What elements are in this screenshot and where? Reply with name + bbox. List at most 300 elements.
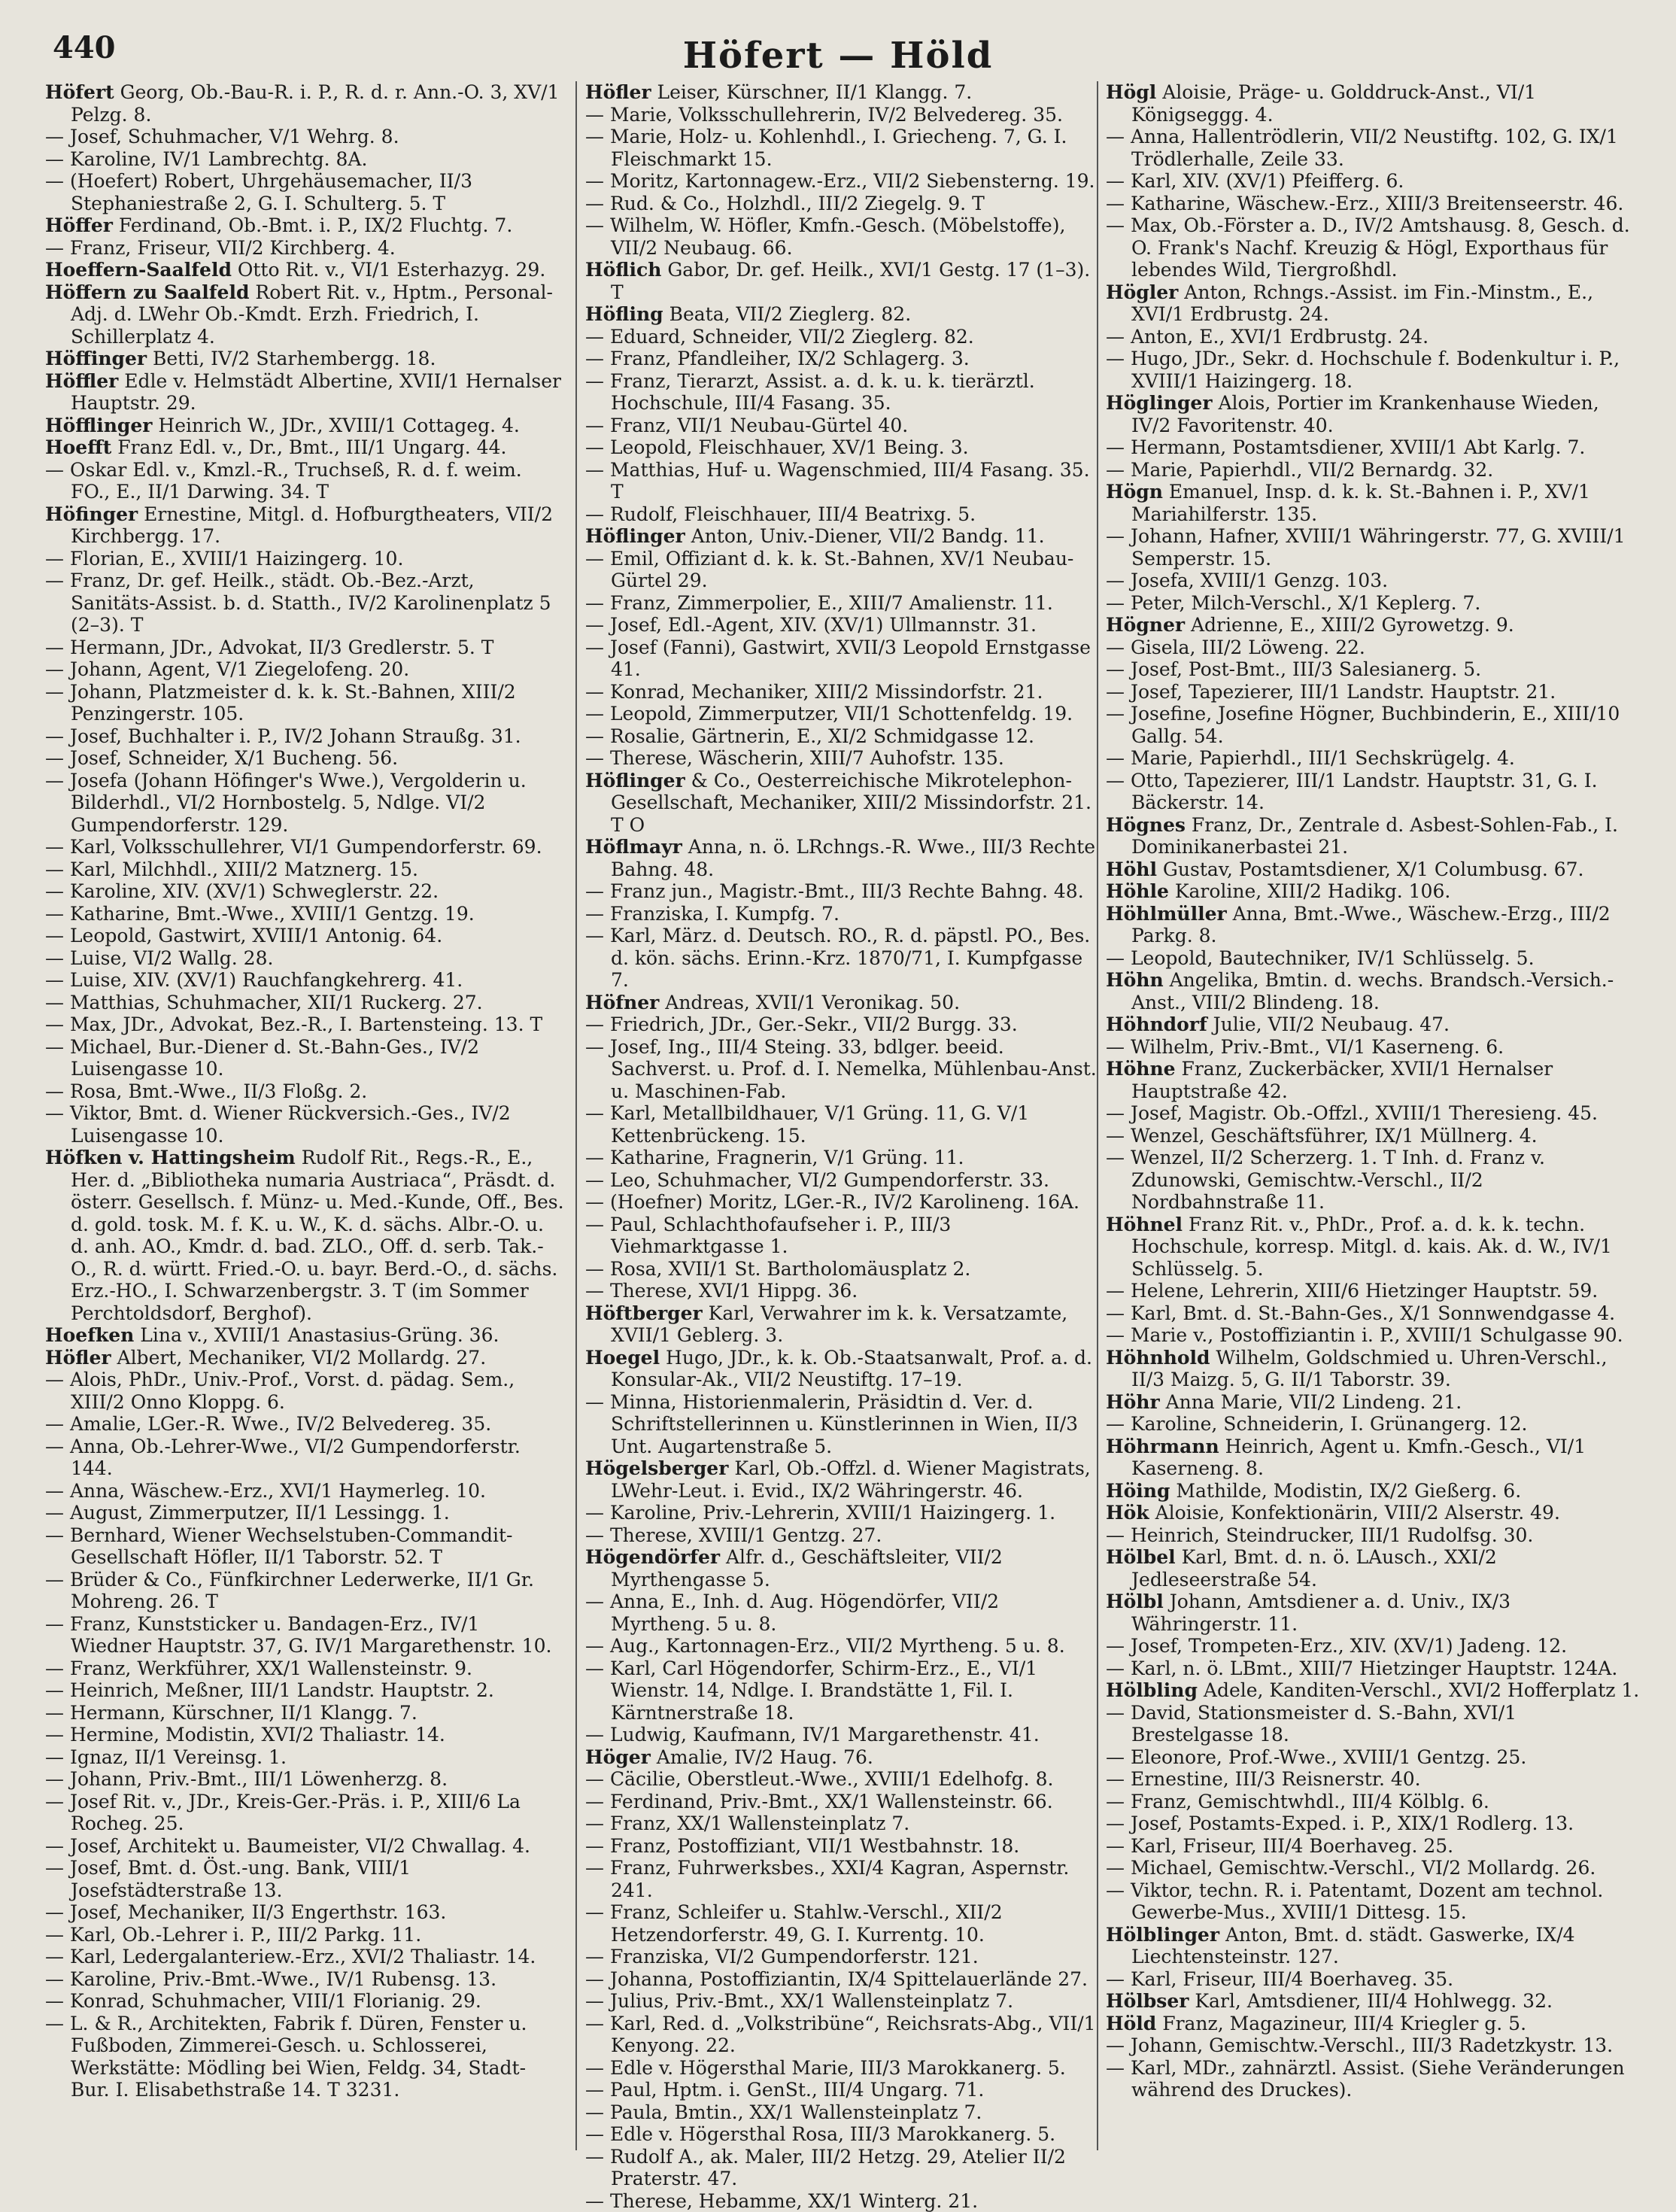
directory-entry xyxy=(585,880,1104,903)
entry-text: — Karl, Red. d. „Volkstribüne“, Reichsrats-Abg., VII/1 Kenyong. 22. xyxy=(585,2013,1096,2057)
entry-text: — Wenzel, II/2 Scherzerg. 1. T Inh. d. Franz v. Zdunowski, Gemischtw.-Verschl., II/2 Nordbahnstraße 11. xyxy=(1106,1147,1545,1213)
directory-entry xyxy=(585,548,1104,592)
directory-entry xyxy=(1106,2057,1641,2101)
entry-text: — Rosalie, Gärtnerin, E., XI/2 Schmidgasse 12. xyxy=(585,725,1034,747)
entry-text: — Josef, Architekt u. Baumeister, VI/2 Chwallag. 4. xyxy=(45,1835,530,1857)
entry-text: — Therese, XVI/1 Hippg. 36. xyxy=(585,1280,858,1302)
entry-surname: Hölbel xyxy=(1106,1546,1176,1568)
entry-surname: Höhrmann xyxy=(1106,1436,1219,1457)
entry-text: — Josefa, XVIII/1 Genzg. 103. xyxy=(1106,570,1388,591)
entry-text: — Therese, Hebamme, XX/1 Winterg. 21. xyxy=(585,2190,978,2212)
directory-entry xyxy=(45,1102,564,1147)
entry-text: Franz Rit. v., PhDr., Prof. a. d. k. k. techn. Hochschule, korresp. Mitgl. d. kais. Ak. d. W., IV/1 Schlüsselg. 5. xyxy=(1131,1214,1612,1280)
entry-text: Adele, Kanditen-Verschl., XVI/2 Hofferplatz 1. xyxy=(1198,1679,1639,1701)
directory-entry xyxy=(585,2101,1104,2124)
entry-text: — Karl, Friseur, III/4 Boerhaveg. 35. xyxy=(1106,1968,1453,1990)
entry-surname: Höhr xyxy=(1106,1391,1160,1413)
entry-text: — Karl, Bmt. d. St.-Bahn-Ges., X/1 Sonnwendgasse 4. xyxy=(1106,1302,1615,1324)
entry-surname: Höld xyxy=(1106,2013,1156,2034)
entry-text: — Konrad, Schuhmacher, VIII/1 Florianig. 29. xyxy=(45,1990,481,2012)
entry-text: — Brüder & Co., Fünfkirchner Lederwerke, II/1 Gr. Mohreng. 26. T xyxy=(45,1569,534,1613)
entry-surname: Höfler xyxy=(585,81,651,103)
entry-text: — Leopold, Bautechniker, IV/1 Schlüsselg. 5. xyxy=(1106,947,1535,969)
entry-surname: Höhl xyxy=(1106,858,1157,880)
entry-surname: Höger xyxy=(585,1746,651,1768)
entry-text: — Franz jun., Magistr.-Bmt., III/3 Rechte Bahng. 48. xyxy=(585,880,1084,902)
entry-surname: Höflmayr xyxy=(585,836,682,858)
directory-entry xyxy=(45,259,564,281)
entry-surname: Höglinger xyxy=(1106,392,1213,414)
entry-text: — Eduard, Schneider, VII/2 Zieglerg. 82. xyxy=(585,326,974,348)
directory-entry xyxy=(45,1613,564,1657)
entry-text: — Minna, Historienmalerin, Präsidtin d. Ver. d. Schriftstellerinnen u. Künstlerinnen in Wien, II/3 Unt. Augartenstraße 5. xyxy=(585,1391,1078,1457)
directory-entry xyxy=(45,1746,564,1769)
entry-text: — Katharine, Bmt.-Wwe., XVIII/1 Gentzg. 19. xyxy=(45,903,475,925)
entry-text: — Rudolf, Fleischhauer, III/4 Beatrixg. 5. xyxy=(585,503,976,525)
entry-text: Angelika, Bmtin. d. wechs. Brandsch.-Versich.-Anst., VIII/2 Blindeng. 18. xyxy=(1131,969,1614,1013)
directory-entry xyxy=(585,1657,1104,1724)
entry-text: Ferdinand, Ob.-Bmt. i. P., IX/2 Fluchtg. 7. xyxy=(113,214,512,236)
entry-surname: Högendörfer xyxy=(585,1546,720,1568)
directory-entry xyxy=(45,214,564,237)
directory-entry xyxy=(585,992,1104,1014)
directory-entry xyxy=(585,503,1104,526)
entry-text: — Oskar Edl. v., Kmzl.-R., Truchseß, R. d. f. weim. FO., E., II/1 Darwing. 34. T xyxy=(45,459,522,503)
entry-text: — Johann, Platzmeister d. k. k. St.-Bahnen, XIII/2 Penzingerstr. 105. xyxy=(45,681,516,725)
directory-entry xyxy=(1106,81,1641,126)
entry-surname: Hölblinger xyxy=(1106,1924,1219,1946)
entry-text: Anton, Univ.-Diener, VII/2 Bandg. 11. xyxy=(685,525,1045,547)
entry-text: — Karl, Ledergalanteriew.-Erz., XVI/2 Thaliastr. 14. xyxy=(45,1946,536,1967)
directory-entry xyxy=(585,81,1104,104)
entry-surname: Höfner xyxy=(585,992,659,1013)
entry-text: — Karoline, Schneiderin, I. Grünangerg. 12. xyxy=(1106,1413,1527,1435)
directory-entry xyxy=(1106,570,1641,592)
entry-text: Rudolf Rit., Regs.-R., E., Her. d. „Bibliotheka numaria Austriaca“, Präsdt. d. österr. Gesellsch. f. Münz- u. Med.-Kunde, Off., Bes. d. gold. tosk. M. f. K. u. W., K. d. sächs. Albr.-O. u. d. anh. AO., Kmdr. d. bad. ZLO., Off. d. serb. Tak.-O., R. d. württ. Fried.-O. u. bayr. Berd.-O., d. sächs. Erz.-HO., I. Schwarzenbergstr. 3. T (im Sommer Perchtoldsdorf, Berghof). xyxy=(71,1147,564,1324)
directory-entry xyxy=(45,880,564,903)
entry-text: — Marie, Volksschullehrerin, IV/2 Belvedereg. 35. xyxy=(585,104,1063,126)
entry-text: — L. & R., Architekten, Fabrik f. Düren, Fenster u. Fußboden, Zimmerei-Gesch. u. Schlosserei, Werkstätte: Mödling bei Wien, Feldg. 34, Stadt-Bur. I. Elisabethstraße 14. T 3231. xyxy=(45,2013,527,2101)
entry-text: — Ignaz, II/1 Vereinsg. 1. xyxy=(45,1746,287,1768)
directory-entry xyxy=(1106,1436,1641,1480)
directory-entry xyxy=(45,126,564,148)
entry-text: Alfr. d., Geschäftsleiter, VII/2 Myrthengasse 5. xyxy=(611,1546,1003,1591)
page-number: 440 xyxy=(53,30,116,65)
entry-surname: Hoeffern-Saalfeld xyxy=(45,259,232,281)
directory-entry xyxy=(585,1391,1104,1458)
directory-entry xyxy=(585,1013,1104,1036)
entry-surname: Höhle xyxy=(1106,880,1169,902)
directory-entry xyxy=(585,1502,1104,1524)
entry-text: — Therese, Wäscherin, XIII/7 Auhofstr. 135. xyxy=(585,747,1004,769)
directory-entry xyxy=(585,525,1104,548)
entry-text: — Alois, PhDr., Univ.-Prof., Vorst. d. pädag. Sem., XIII/2 Onno Kloppg. 6. xyxy=(45,1369,515,1413)
entry-surname: Hölbling xyxy=(1106,1679,1198,1701)
entry-text: — Josefine, Josefine Högner, Buchbinderin, E., XIII/10 Gallg. 54. xyxy=(1106,703,1620,747)
entry-text: — Josef, Tapezierer, III/1 Landstr. Hauptstr. 21. xyxy=(1106,681,1556,703)
column-left xyxy=(45,81,564,2152)
entry-text: Hugo, JDr., k. k. Ob.-Staatsanwalt, Prof. a. d. Konsular-Ak., VII/2 Neustiftg. 17–19. xyxy=(611,1347,1092,1391)
entry-text: — Michael, Bur.-Diener d. St.-Bahn-Ges., IV/2 Luisengasse 10. xyxy=(45,1036,479,1080)
directory-entry xyxy=(585,1036,1104,1103)
directory-entry xyxy=(585,770,1104,837)
directory-entry xyxy=(1106,1524,1641,1547)
entry-surname: Höftberger xyxy=(585,1302,703,1324)
entry-surname: Hölbl xyxy=(1106,1591,1164,1612)
directory-entry xyxy=(1106,1990,1641,2013)
directory-entry xyxy=(1106,814,1641,858)
directory-entry xyxy=(585,459,1104,503)
entry-text: — Johann, Agent, V/1 Ziegelofeng. 20. xyxy=(45,658,409,680)
entry-surname: Höffer xyxy=(45,214,113,236)
directory-entry xyxy=(585,614,1104,637)
entry-surname: Höffinger xyxy=(45,348,147,369)
directory-entry xyxy=(585,2079,1104,2101)
entry-text: — Josef, Edl.-Agent, XIV. (XV/1) Ullmannstr. 31. xyxy=(585,614,1037,636)
directory-entry xyxy=(1106,214,1641,281)
entry-text: — Heinrich, Steindrucker, III/1 Rudolfsg. 30. xyxy=(1106,1524,1533,1546)
entry-text: — Hermann, JDr., Advokat, II/3 Gredlerstr. 5. T xyxy=(45,637,493,658)
entry-text: — Franz, Friseur, VII/2 Kirchberg. 4. xyxy=(45,237,396,259)
entry-text: Lina v., XVIII/1 Anastasius-Grüng. 36. xyxy=(134,1324,499,1346)
entry-text: — Franz, XX/1 Wallensteinplatz 7. xyxy=(585,1812,909,1834)
directory-entry xyxy=(45,637,564,659)
directory-entry xyxy=(585,1258,1104,1281)
directory-entry xyxy=(1106,1324,1641,1347)
entry-text: — Franz, Postoffiziant, VII/1 Westbahnstr. 18. xyxy=(585,1835,1019,1857)
entry-surname: Höfert xyxy=(45,81,114,103)
entry-surname: Hoefft xyxy=(45,436,111,458)
directory-entry xyxy=(45,1768,564,1791)
entry-text: — Ernestine, III/3 Reisnerstr. 40. xyxy=(1106,1768,1421,1790)
entry-surname: Högelsberger xyxy=(585,1457,728,1479)
directory-entry xyxy=(1106,326,1641,348)
entry-text: — Aug., Kartonnagen-Erz., VII/2 Myrtheng. 5 u. 8. xyxy=(585,1635,1065,1657)
directory-entry xyxy=(585,681,1104,703)
directory-entry xyxy=(45,1369,564,1413)
directory-entry xyxy=(1106,459,1641,482)
entry-text: — Anna, E., Inh. d. Aug. Högendörfer, VII/2 Myrtheng. 5 u. 8. xyxy=(585,1591,999,1635)
directory-entry xyxy=(45,415,564,437)
entry-surname: Hök xyxy=(1106,1502,1149,1524)
directory-entry xyxy=(585,1302,1104,1347)
directory-entry xyxy=(585,1857,1104,1901)
entry-text: — Max, JDr., Advokat, Bez.-R., I. Bartensteing. 13. T xyxy=(45,1013,542,1035)
directory-entry xyxy=(45,1702,564,1724)
entry-text: — Hermine, Modistin, XVI/2 Thaliastr. 14. xyxy=(45,1724,445,1746)
column-right xyxy=(1106,81,1641,2152)
directory-entry xyxy=(45,548,564,570)
directory-entry xyxy=(45,1679,564,1702)
entry-text: Robert Rit. v., Hptm., Personal-Adj. d. LWehr Ob.-Kmdt. Erzh. Friedrich, I. Schillerplatz 4. xyxy=(71,281,553,348)
entry-text: — Josef (Fanni), Gastwirt, XVII/3 Leopold Ernstgasse 41. xyxy=(585,637,1091,681)
entry-surname: Höfflinger xyxy=(45,415,152,436)
directory-entry xyxy=(1106,1791,1641,1813)
directory-entry xyxy=(1106,193,1641,215)
column-middle xyxy=(585,81,1104,2152)
entry-text: — Cäcilie, Oberstleut.-Wwe., XVIII/1 Edelhofg. 8. xyxy=(585,1768,1053,1790)
directory-entry xyxy=(1106,903,1641,947)
entry-text: — Rosa, Bmt.-Wwe., II/3 Floßg. 2. xyxy=(45,1080,367,1102)
entry-text: — Amalie, LGer.-R. Wwe., IV/2 Belvedereg. 35. xyxy=(45,1413,491,1435)
directory-entry xyxy=(1106,1857,1641,1879)
entry-text: — Ludwig, Kaufmann, IV/1 Margarethenstr. 41. xyxy=(585,1724,1040,1746)
entry-text: Heinrich, Agent u. Kmfn.-Gesch., VI/1 Kaserneng. 8. xyxy=(1131,1436,1586,1480)
directory-entry xyxy=(1106,969,1641,1013)
entry-text: Franz, Dr., Zentrale d. Asbest-Sohlen-Fab., I. Dominikanerbastei 21. xyxy=(1131,814,1618,858)
entry-text: & Co., Oesterreichische Mikrotelephon-Gesellschaft, Mechaniker, XIII/2 Missindorfstr. 21. T O xyxy=(611,770,1092,836)
directory-entry xyxy=(1106,392,1641,436)
directory-entry xyxy=(585,1946,1104,1968)
directory-entry xyxy=(45,1080,564,1103)
directory-entry xyxy=(45,1968,564,1991)
entry-text: — Karl, Ob.-Lehrer i. P., III/2 Parkg. 11. xyxy=(45,1924,421,1946)
entry-text: — Johann, Gemischtw.-Verschl., III/3 Radetzkystr. 13. xyxy=(1106,2034,1613,2056)
entry-text: — Wenzel, Geschäftsführer, IX/1 Müllnerg. 4. xyxy=(1106,1125,1538,1147)
entry-surname: Höhn xyxy=(1106,969,1164,991)
directory-entry xyxy=(585,1990,1104,2013)
directory-entry xyxy=(45,370,564,415)
entry-text: — August, Zimmerputzer, II/1 Lessingg. 1. xyxy=(45,1502,450,1524)
entry-text: — Leopold, Gastwirt, XVIII/1 Antonig. 64. xyxy=(45,925,442,946)
directory-entry xyxy=(45,1524,564,1569)
directory-entry xyxy=(1106,1013,1641,1036)
directory-entry xyxy=(585,1591,1104,1635)
entry-text: — Matthias, Huf- u. Wagenschmied, III/4 Fasang. 35. T xyxy=(585,459,1090,503)
entry-text: Beata, VII/2 Zieglerg. 82. xyxy=(663,303,912,325)
directory-entry xyxy=(1106,2013,1641,2035)
entry-text: — Josef, Bmt. d. Öst.-ung. Bank, VIII/1 Josefstädterstraße 13. xyxy=(45,1857,411,1901)
directory-entry xyxy=(1106,436,1641,459)
entry-text: Aloisie, Präge- u. Golddruck-Anst., VI/1 Königseggg. 4. xyxy=(1131,81,1536,126)
entry-text: Aloisie, Konfektionärin, VIII/2 Alserstr. 49. xyxy=(1149,1502,1560,1524)
directory-entry xyxy=(1106,1036,1641,1059)
directory-entry xyxy=(45,348,564,370)
directory-entry xyxy=(1106,1635,1641,1657)
entry-text: Betti, IV/2 Starhembergg. 18. xyxy=(147,348,436,369)
entry-text: Gustav, Postamtsdiener, X/1 Columbusg. 67. xyxy=(1157,858,1584,880)
entry-text: Amalie, IV/2 Haug. 76. xyxy=(651,1746,873,1768)
entry-text: — Franz, Kunststicker u. Bandagen-Erz., IV/1 Wiedner Hauptstr. 37, G. IV/1 Margarethenstr. 10. xyxy=(45,1613,551,1657)
entry-text: Anton, Rchngs.-Assist. im Fin.-Minstm., E., XVI/1 Erdbrustg. 24. xyxy=(1131,281,1593,326)
entry-text: — Paul, Hptm. i. GenSt., III/4 Ungarg. 71. xyxy=(585,2079,984,2101)
entry-text: Adrienne, E., XIII/2 Gyrowetzg. 9. xyxy=(1185,614,1514,636)
entry-text: — Franz, Pfandleiher, IX/2 Schlagerg. 3. xyxy=(585,348,970,369)
directory-entry xyxy=(45,459,564,503)
directory-entry xyxy=(45,858,564,881)
entry-text: — Leopold, Zimmerputzer, VII/1 Schottenfeldg. 19. xyxy=(585,703,1073,725)
directory-entry xyxy=(585,259,1104,303)
directory-entry xyxy=(585,436,1104,459)
entry-text: Edle v. Helmstädt Albertine, XVII/1 Hernalser Hauptstr. 29. xyxy=(71,370,561,415)
directory-entry xyxy=(585,1280,1104,1302)
entry-text: — Rud. & Co., Holzhdl., III/2 Ziegelg. 9. T xyxy=(585,193,985,214)
directory-entry xyxy=(1106,1480,1641,1503)
directory-entry xyxy=(45,570,564,637)
directory-entry xyxy=(585,1169,1104,1192)
directory-entry xyxy=(45,1413,564,1436)
entry-surname: Högn xyxy=(1106,481,1163,503)
directory-entry xyxy=(1106,1502,1641,1524)
directory-entry xyxy=(1106,348,1641,392)
directory-entry xyxy=(1106,658,1641,681)
entry-text: — Josef, Buchhalter i. P., IV/2 Johann Straußg. 31. xyxy=(45,725,521,747)
entry-text: — Josef, Postamts-Exped. i. P., XIX/1 Rodlerg. 13. xyxy=(1106,1812,1574,1834)
entry-text: — Hugo, JDr., Sekr. d. Hochschule f. Bodenkultur i. P., XVIII/1 Haizingerg. 18. xyxy=(1106,348,1620,392)
directory-entry xyxy=(1106,1214,1641,1281)
directory-entry xyxy=(585,903,1104,925)
entry-text: Andreas, XVII/1 Veronikag. 50. xyxy=(659,992,960,1013)
entry-text: — Karoline, XIV. (XV/1) Schweglerstr. 22. xyxy=(45,880,439,902)
entry-text: — Karoline, IV/1 Lambrechtg. 8A. xyxy=(45,148,367,170)
entry-text: — Paul, Schlachthofaufseher i. P., III/3 Viehmarktgasse 1. xyxy=(585,1214,951,1258)
directory-entry xyxy=(1106,1968,1641,1991)
directory-entry xyxy=(585,1524,1104,1547)
directory-entry xyxy=(585,1968,1104,1991)
entry-text: — Viktor, Bmt. d. Wiener Rückversich.-Ges., IV/2 Luisengasse 10. xyxy=(45,1102,511,1147)
entry-text: — Anton, E., XVI/1 Erdbrustg. 24. xyxy=(1106,326,1429,348)
directory-entry xyxy=(585,925,1104,992)
directory-entry xyxy=(1106,1058,1641,1102)
entry-text: — Karl, Metallbildhauer, V/1 Grüng. 11, G. V/1 Kettenbrückeng. 15. xyxy=(585,1102,1029,1147)
entry-text: — Eleonore, Prof.-Wwe., XVIII/1 Gentzg. 25. xyxy=(1106,1746,1526,1768)
directory-entry xyxy=(585,2123,1104,2146)
directory-entry xyxy=(45,1147,564,1324)
entry-text: — Marie v., Postoffiziantin i. P., XVIII/1 Schulgasse 90. xyxy=(1106,1324,1623,1346)
entry-text: Georg, Ob.-Bau-R. i. P., R. d. r. Ann.-O. 3, XV/1 Pelzg. 8. xyxy=(71,81,559,126)
entry-text: — Johann, Priv.-Bmt., III/1 Löwenherzg. 8. xyxy=(45,1768,448,1790)
directory-entry xyxy=(45,436,564,459)
directory-entry xyxy=(585,592,1104,615)
directory-entry xyxy=(1106,126,1641,170)
directory-entry xyxy=(1106,703,1641,747)
entry-text: — Franz, Fuhrwerksbes., XXI/4 Kagran, Aspernstr. 241. xyxy=(585,1857,1069,1901)
directory-entry xyxy=(45,81,564,126)
directory-entry xyxy=(585,1457,1104,1502)
directory-entry xyxy=(585,1835,1104,1858)
directory-entry xyxy=(45,903,564,925)
entry-text: — Helene, Lehrerin, XIII/6 Hietzinger Hauptstr. 59. xyxy=(1106,1280,1598,1302)
entry-text: Karl, Amtsdiener, III/4 Hohlwegg. 32. xyxy=(1189,1990,1553,2012)
directory-entry xyxy=(45,1324,564,1347)
directory-entry xyxy=(585,2057,1104,2080)
entry-text: — Friedrich, JDr., Ger.-Sekr., VII/2 Burgg. 33. xyxy=(585,1013,1018,1035)
entry-text: — Gisela, III/2 Löweng. 22. xyxy=(1106,637,1365,658)
directory-entry xyxy=(45,1657,564,1680)
directory-entry xyxy=(585,1147,1104,1169)
entry-text: Heinrich W., JDr., XVIII/1 Cottageg. 4. xyxy=(152,415,519,436)
entry-surname: Höflinger xyxy=(585,770,685,792)
entry-text: — Heinrich, Meßner, III/1 Landstr. Hauptstr. 2. xyxy=(45,1679,494,1701)
directory-entry xyxy=(45,1502,564,1524)
entry-text: — Rudolf A., ak. Maler, III/2 Hetzg. 29, Atelier II/2 Praterstr. 47. xyxy=(585,2146,1066,2190)
directory-entry xyxy=(585,214,1104,259)
entry-text: — Marie, Holz- u. Kohlenhdl., I. Griecheng. 7, G. I. Fleischmarkt 15. xyxy=(585,126,1067,170)
directory-entry xyxy=(45,1990,564,2013)
directory-entry xyxy=(45,281,564,348)
directory-entry xyxy=(45,969,564,992)
entry-text: — Peter, Milch-Verschl., X/1 Keplerg. 7. xyxy=(1106,592,1480,614)
directory-entry xyxy=(45,725,564,748)
entry-text: — Anna, Hallentrödlerin, VII/2 Neustiftg. 102, G. IX/1 Trödlerhalle, Zeile 33. xyxy=(1106,126,1618,170)
directory-entry xyxy=(45,503,564,548)
entry-text: — Franz, Zimmerpolier, E., XIII/7 Amalienstr. 11. xyxy=(585,592,1053,614)
entry-text: — Franziska, I. Kumpfg. 7. xyxy=(585,903,840,925)
directory-entry xyxy=(1106,1591,1641,1635)
entry-text: — Ferdinand, Priv.-Bmt., XX/1 Wallensteinstr. 66. xyxy=(585,1791,1053,1812)
directory-entry xyxy=(45,925,564,947)
entry-text: Karoline, XIII/2 Hadikg. 106. xyxy=(1169,880,1450,902)
entry-text: Albert, Mechaniker, VI/2 Mollardg. 27. xyxy=(111,1347,487,1369)
entry-text: — Hermann, Postamtsdiener, XVIII/1 Abt Karlg. 7. xyxy=(1106,436,1585,458)
entry-text: — Otto, Tapezierer, III/1 Landstr. Hauptstr. 31, G. I. Bäckerstr. 14. xyxy=(1106,770,1598,814)
entry-text: Anna, n. ö. LRchngs.-R. Wwe., III/3 Rechte Bahng. 48. xyxy=(611,836,1095,880)
directory-entry xyxy=(1106,1702,1641,1746)
directory-entry xyxy=(1106,614,1641,637)
entry-text: — Edle v. Högersthal Rosa, III/3 Marokkanerg. 5. xyxy=(585,2123,1055,2145)
entry-text: — Michael, Gemischtw.-Verschl., VI/2 Mollardg. 26. xyxy=(1106,1857,1596,1879)
entry-text: — Josef Rit. v., JDr., Kreis-Ger.-Präs. i. P., XIII/6 La Rocheg. 25. xyxy=(45,1791,521,1835)
directory-entry xyxy=(45,170,564,214)
directory-entry xyxy=(1106,2034,1641,2057)
directory-entry xyxy=(585,1347,1104,1391)
directory-entry xyxy=(585,1901,1104,1946)
entry-surname: Höflinger xyxy=(585,525,685,547)
entry-text: Julie, VII/2 Neubaug. 47. xyxy=(1207,1013,1450,1035)
entry-surname: Höfken v. Hattingsheim xyxy=(45,1147,296,1168)
directory-entry xyxy=(1106,1102,1641,1125)
entry-surname: Hoefken xyxy=(45,1324,134,1346)
directory-entry xyxy=(1106,1746,1641,1769)
entry-text: — Leo, Schuhmacher, VI/2 Gumpendorferstr. 33. xyxy=(585,1169,1049,1191)
entry-text: — Franz, VII/1 Neubau-Gürtel 40. xyxy=(585,415,908,436)
entry-text: Wilhelm, Goldschmied u. Uhren-Verschl., II/3 Maizg. 5, G. II/1 Taborstr. 39. xyxy=(1131,1347,1608,1391)
entry-text: — (Hoefner) Moritz, LGer.-R., IV/2 Karolineng. 16A. xyxy=(585,1191,1079,1213)
entry-surname: Höhne xyxy=(1106,1058,1176,1080)
entry-text: Franz, Magazineur, III/4 Kriegler g. 5. xyxy=(1156,2013,1526,2034)
entry-text: Karl, Verwahrer im k. k. Versatzamte, XVII/1 Geblerg. 3. xyxy=(611,1302,1067,1347)
entry-surname: Högl xyxy=(1106,81,1156,103)
directory-entry xyxy=(585,747,1104,770)
directory-entry xyxy=(45,1013,564,1036)
directory-entry xyxy=(45,658,564,681)
entry-surname: Höhndorf xyxy=(1106,1013,1207,1035)
entry-text: — Bernhard, Wiener Wechselstuben-Commandit-Gesellschaft Höfler, II/1 Taborstr. 52. T xyxy=(45,1524,512,1569)
directory-entry xyxy=(585,2013,1104,2057)
entry-text: — Emil, Offiziant d. k. k. St.-Bahnen, XV/1 Neubau-Gürtel 29. xyxy=(585,548,1073,592)
entry-text: Ernestine, Mitgl. d. Hofburgtheaters, VII/2 Kirchbergg. 17. xyxy=(71,503,553,548)
directory-entry xyxy=(45,1480,564,1503)
entry-text: — Edle v. Högersthal Marie, III/3 Marokkanerg. 5. xyxy=(585,2057,1066,2079)
directory-entry xyxy=(585,1102,1104,1147)
directory-entry xyxy=(585,725,1104,748)
entry-text: — Florian, E., XVIII/1 Haizingerg. 10. xyxy=(45,548,403,570)
directory-entry xyxy=(585,1546,1104,1591)
entry-text: — Viktor, techn. R. i. Patentamt, Dozent am technol. Gewerbe-Mus., XVIII/1 Dittesg. 15. xyxy=(1106,1879,1603,1924)
entry-text: — Karl, März. d. Deutsch. RO., R. d. päpstl. PO., Bes. d. kön. sächs. Erinn.-Krz. 1870/71, I. Kumpfgasse 7. xyxy=(585,925,1090,991)
entry-text: — Anna, Ob.-Lehrer-Wwe., VI/2 Gumpendorferstr. 144. xyxy=(45,1436,521,1480)
directory-entry xyxy=(585,170,1104,193)
entry-text: — Franziska, VI/2 Gumpendorferstr. 121. xyxy=(585,1946,979,1967)
entry-text: — Josef, Magistr. Ob.-Offzl., XVIII/1 Theresieng. 45. xyxy=(1106,1102,1598,1124)
directory-entry xyxy=(1106,1125,1641,1147)
directory-entry xyxy=(1106,1347,1641,1391)
directory-entry xyxy=(585,2190,1104,2212)
entry-text: — Matthias, Schuhmacher, XII/1 Ruckerg. 27. xyxy=(45,992,483,1013)
entry-text: Otto Rit. v., VI/1 Esterhazyg. 29. xyxy=(232,259,545,281)
directory-entry xyxy=(585,303,1104,326)
directory-entry xyxy=(45,1347,564,1369)
